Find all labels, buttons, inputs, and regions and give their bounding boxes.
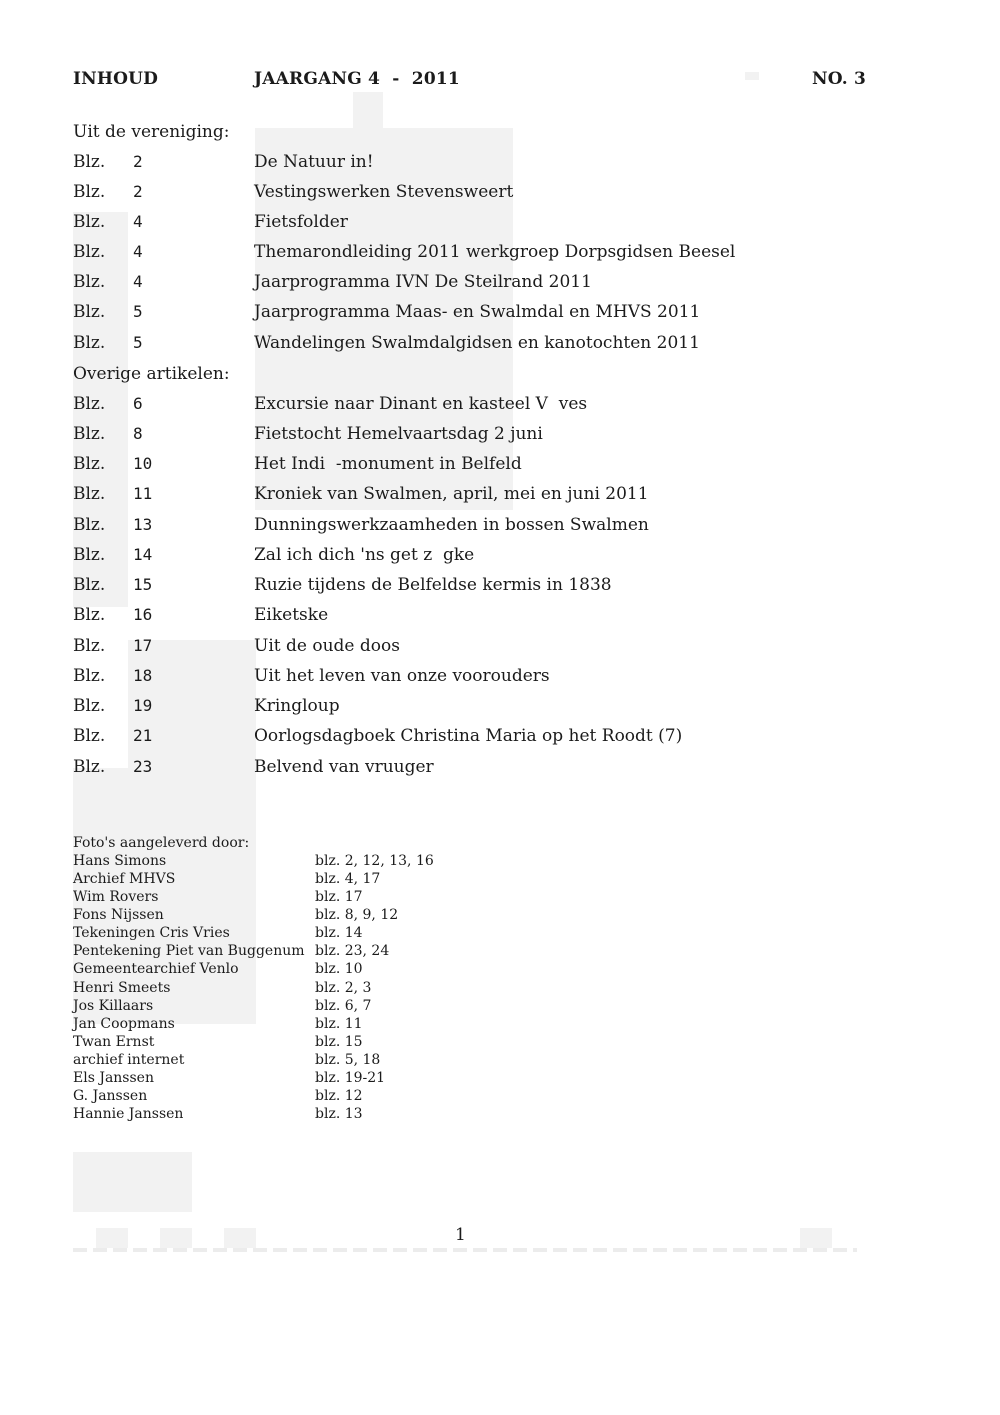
credit-pages: blz. 13	[315, 1106, 363, 1122]
page-ref: 11	[133, 484, 153, 503]
credit-pages: blz. 15	[315, 1034, 363, 1050]
blz-label: Blz.	[73, 545, 106, 565]
article-title: Wandelingen Swalmdalgidsen en kanotochten 2011	[254, 333, 700, 353]
page-ref: 14	[133, 545, 153, 564]
page-ref: 2	[133, 152, 143, 171]
article-title: Oorlogsdagboek Christina Maria op het Roodt (7)	[254, 726, 683, 746]
credit-name: G. Janssen	[73, 1088, 148, 1104]
page-ref: 5	[133, 302, 143, 321]
credit-pages: blz. 12	[315, 1088, 363, 1104]
background-block	[224, 1228, 256, 1248]
section-title-overige: Overige artikelen:	[73, 364, 230, 384]
credit-name: Tekeningen Cris Vries	[73, 925, 230, 941]
blz-label: Blz.	[73, 424, 106, 444]
page-ref: 16	[133, 605, 153, 624]
credit-pages: blz. 2, 12, 13, 16	[315, 853, 434, 869]
blz-label: Blz.	[73, 515, 106, 535]
credit-name: Archief MHVS	[73, 871, 176, 887]
credit-pages: blz. 17	[315, 889, 363, 905]
blz-label: Blz.	[73, 757, 106, 777]
blz-label: Blz.	[73, 394, 106, 414]
credit-pages: blz. 5, 18	[315, 1052, 381, 1068]
page-ref: 4	[133, 242, 143, 261]
blz-label: Blz.	[73, 212, 106, 232]
blz-label: Blz.	[73, 454, 106, 474]
blz-label: Blz.	[73, 182, 106, 202]
credit-pages: blz. 8, 9, 12	[315, 907, 399, 923]
page-ref: 21	[133, 726, 153, 745]
article-title: Themarondleiding 2011 werkgroep Dorpsgidsen Beesel	[254, 242, 736, 262]
article-title: Het Indi -monument in Belfeld	[254, 454, 522, 474]
page-ref: 23	[133, 757, 153, 776]
header-volume: JAARGANG 4 - 2011	[254, 69, 460, 89]
page-ref: 17	[133, 636, 153, 655]
article-title: Dunningswerkzaamheden in bossen Swalmen	[254, 515, 649, 535]
article-title: Vestingswerken Stevensweert	[254, 182, 514, 202]
background-block	[353, 92, 383, 128]
blz-label: Blz.	[73, 333, 106, 353]
page-ref: 10	[133, 454, 153, 473]
article-title: Kroniek van Swalmen, april, mei en juni 2011	[254, 484, 649, 504]
credit-pages: blz. 14	[315, 925, 363, 941]
credit-name: Henri Smeets	[73, 980, 171, 996]
credit-pages: blz. 23, 24	[315, 943, 390, 959]
blz-label: Blz.	[73, 726, 106, 746]
blz-label: Blz.	[73, 636, 106, 656]
credit-pages: blz. 11	[315, 1016, 363, 1032]
section-title-vereniging: Uit de vereniging:	[73, 122, 230, 142]
article-title: Kringloup	[254, 696, 340, 716]
background-block	[96, 1228, 128, 1248]
article-title: Ruzie tijdens de Belfeldse kermis in 1838	[254, 575, 612, 595]
article-title: Uit de oude doos	[254, 636, 400, 656]
credit-pages: blz. 2, 3	[315, 980, 372, 996]
blz-label: Blz.	[73, 696, 106, 716]
article-title: Excursie naar Dinant en kasteel V ves	[254, 394, 588, 414]
page-ref: 6	[133, 394, 143, 413]
page-number: 1	[455, 1225, 466, 1245]
credit-name: Els Janssen	[73, 1070, 154, 1086]
article-title: Zal ich dich 'ns get z gke	[254, 545, 475, 565]
background-block	[73, 1152, 192, 1212]
blz-label: Blz.	[73, 666, 106, 686]
credit-name: Gemeentearchief Venlo	[73, 961, 239, 977]
article-title: Fietstocht Hemelvaartsdag 2 juni	[254, 424, 543, 444]
article-title: Belvend van vruuger	[254, 757, 434, 777]
credit-pages: blz. 19-21	[315, 1070, 386, 1086]
page-ref: 4	[133, 212, 143, 231]
credit-name: Pentekening Piet van Buggenum	[73, 943, 305, 959]
blz-label: Blz.	[73, 605, 106, 625]
blz-label: Blz.	[73, 484, 106, 504]
page-ref: 4	[133, 272, 143, 291]
article-title: Jaarprogramma IVN De Steilrand 2011	[254, 272, 592, 292]
article-title: De Natuur in!	[254, 152, 374, 172]
page-ref: 15	[133, 575, 153, 594]
blz-label: Blz.	[73, 152, 106, 172]
credit-name: Twan Ernst	[73, 1034, 155, 1050]
header-issue-number: NO. 3	[812, 69, 867, 89]
credit-pages: blz. 4, 17	[315, 871, 381, 887]
photo-credits-title: Foto's aangeleverd door:	[73, 835, 250, 851]
credit-pages: blz. 10	[315, 961, 363, 977]
page-ref: 13	[133, 515, 153, 534]
blz-label: Blz.	[73, 302, 106, 322]
credit-name: Hannie Janssen	[73, 1106, 184, 1122]
page-ref: 5	[133, 333, 143, 352]
footer-band	[73, 1248, 857, 1252]
article-title: Uit het leven van onze voorouders	[254, 666, 550, 686]
page-ref: 8	[133, 424, 143, 443]
credit-name: Hans Simons	[73, 853, 167, 869]
page-ref: 2	[133, 182, 143, 201]
blz-label: Blz.	[73, 242, 106, 262]
article-title: Jaarprogramma Maas- en Swalmdal en MHVS 2011	[254, 302, 701, 322]
header-title: INHOUD	[73, 69, 159, 89]
credit-name: Jan Coopmans	[73, 1016, 175, 1032]
credit-pages: blz. 6, 7	[315, 998, 372, 1014]
credit-name: archief internet	[73, 1052, 185, 1068]
credit-name: Jos Killaars	[73, 998, 154, 1014]
blz-label: Blz.	[73, 272, 106, 292]
article-title: Fietsfolder	[254, 212, 348, 232]
background-block	[800, 1228, 832, 1248]
background-block	[745, 72, 759, 80]
credit-name: Wim Rovers	[73, 889, 159, 905]
page-ref: 18	[133, 666, 153, 685]
page-ref: 19	[133, 696, 153, 715]
article-title: Eiketske	[254, 605, 329, 625]
background-block	[160, 1228, 192, 1248]
credit-name: Fons Nijssen	[73, 907, 164, 923]
blz-label: Blz.	[73, 575, 106, 595]
